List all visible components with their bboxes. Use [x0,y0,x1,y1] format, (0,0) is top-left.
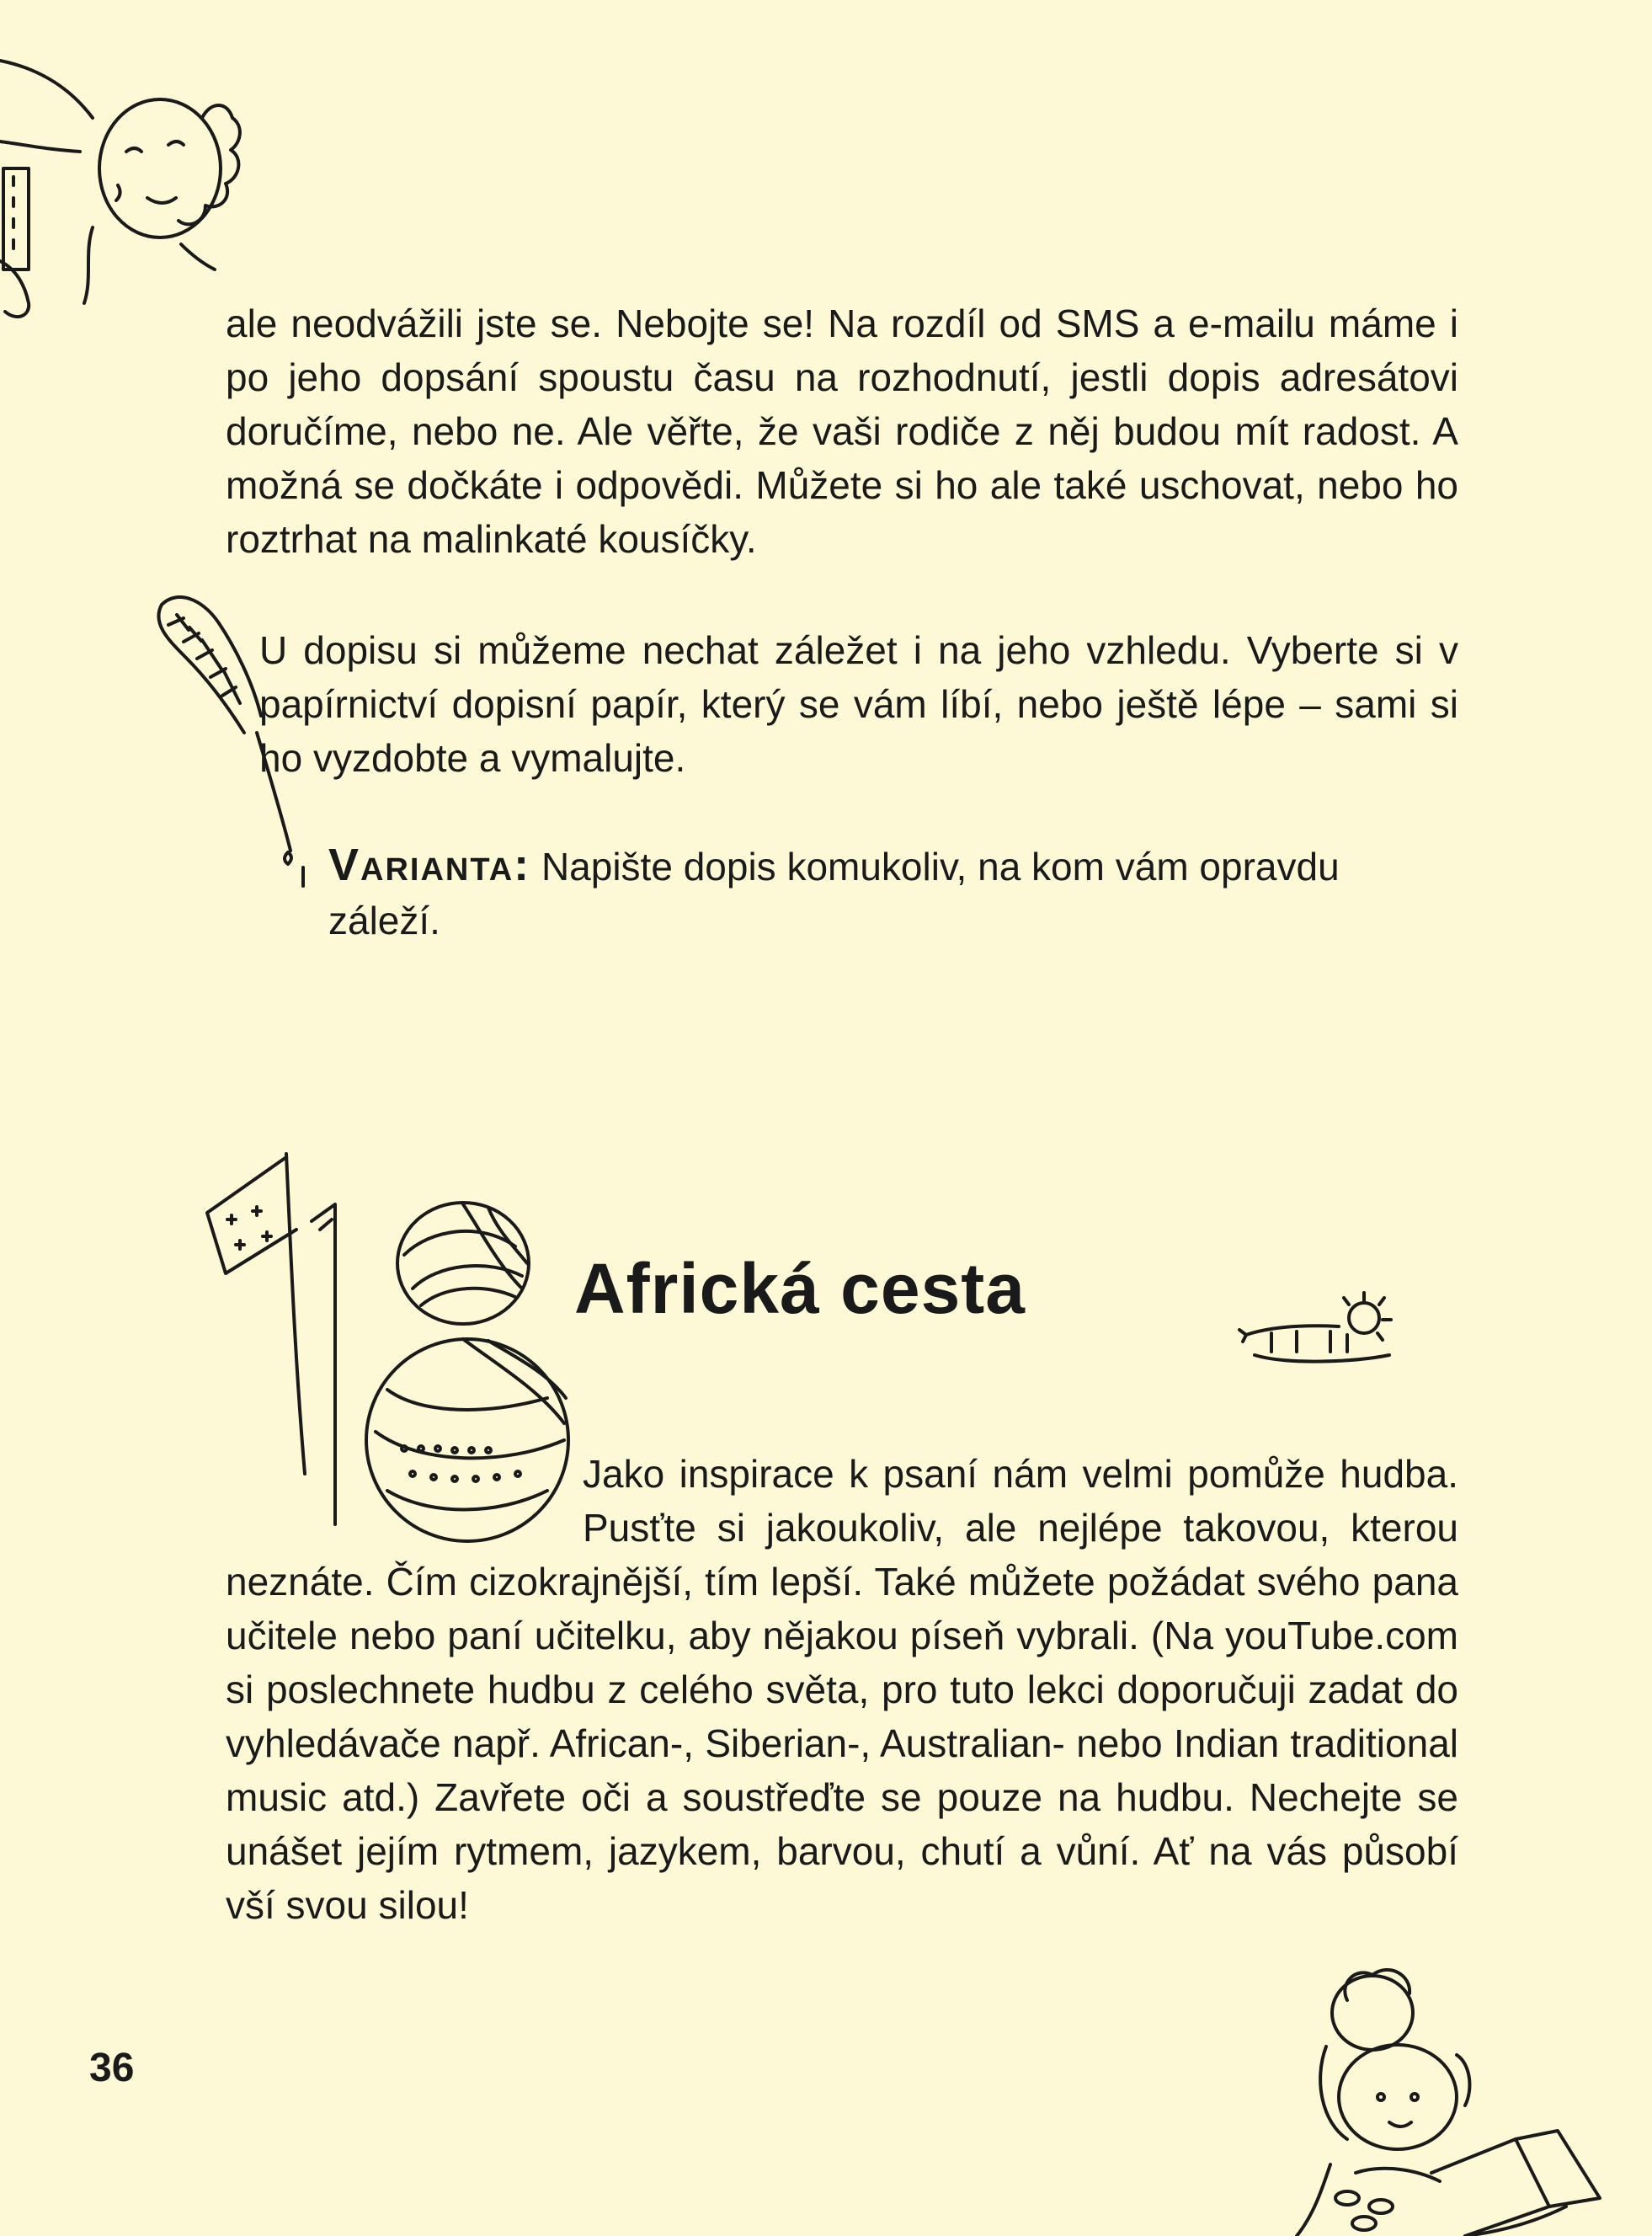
girl-reading-icon [1263,1954,1617,2236]
page-number: 36 [89,2046,135,2090]
music-paragraph-wrap [226,1447,1458,1932]
variant-text: Napište dopis komukoliv, na kom vám opravdu záleží. [328,845,1340,942]
boy-writing-icon [0,51,244,328]
design-paragraph: U dopisu si můžeme nechat záležet i na jeho vzhledu. Vyberte si v papírnictví dopisní papír, který se vám líbí, nebo ještě lépe – sami si ho vyzdobte a vymalujte. [259,628,1458,780]
variant-block [328,838,1458,947]
section-title: Africká cesta [574,1249,1026,1328]
lion-icon [1238,1284,1406,1369]
variant-label: Varianta: [328,840,531,890]
music-paragraph: Jako inspirace k psaní nám velmi pomůže hudba. Pusťte si jakoukoliv, ale nejlépe takovou, kterou neznáte. Čím cizokrajnější, tím lepší. Také můžete požádat svého pana učitele nebo paní učitelku, aby nějakou píseň vybrali. (Na youTube.com si poslechnete hudbu z celého světa, pro tuto lekci doporučuji zadat do vyhledávače např. African-, Siberian-, Australian- nebo Indian traditional music atd.) Zavřete oči a soustřeďte se pouze na hudbu. Nechejte se unášet jejím rytmem, jazykem, barvou, chutí a vůní. Ať na vás působí vší svou silou! [226,1452,1458,1927]
intro-paragraph: ale neodvážili jste se. Nebojte se! Na rozdíl od SMS a e-mailu máme i po jeho dopsání spoustu času na rozhodnutí, jestli dopis adresátovi doručíme, nebo ne. Ale věřte, že vaši rodiče z něj budou mít radost. A možná se dočkáte i odpovědi. Můžete si ho ale také uschovat, nebo ho roztrhat na malinkaté kousíčky. [226,302,1458,561]
